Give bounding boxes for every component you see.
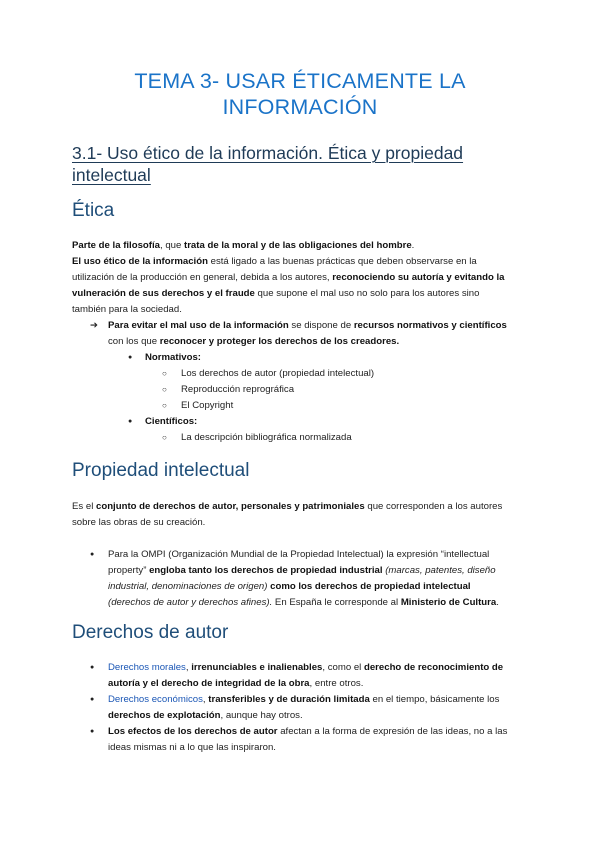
derechos-morales-line1: Derechos morales, irrenunciables e inalienables, como el derecho de reconocimiento de — [108, 662, 504, 673]
arrow-icon: ➔ — [90, 320, 99, 331]
bullet-icon: ● — [90, 551, 95, 558]
derechos-heading: Derechos de autor — [72, 622, 229, 643]
bullet-icon: ● — [90, 728, 95, 735]
cientificos-item: La descripción bibliográfica normalizada — [181, 432, 352, 443]
etica-definition: Parte de la filosofía, que trata de la moral y de las obligaciones del hombre. — [72, 240, 415, 251]
derechos-economicos-line2: derechos de explotación, aunque hay otros. — [108, 710, 303, 721]
bullet-icon: ● — [90, 696, 95, 703]
cientificos-label: Científicos: — [145, 416, 198, 427]
etica-paragraph-line4: también para la sociedad. — [72, 304, 182, 315]
circle-bullet-icon: ○ — [162, 385, 167, 394]
ompi-line1: Para la OMPI (Organización Mundial de la Propiedad Intelectual) la expresión “intellectual — [108, 549, 490, 560]
propiedad-heading: Propiedad intelectual — [72, 460, 250, 481]
circle-bullet-icon: ○ — [162, 433, 167, 442]
etica-paragraph-line2: utilización de la producción en general, debida a los autores, reconociendo su autoría y evitando la — [72, 272, 505, 283]
bullet-icon: ● — [128, 354, 133, 361]
normativos-label: Normativos: — [145, 352, 201, 363]
efectos-line2: ideas mismas ni a lo que las inspiraron. — [108, 742, 276, 753]
circle-bullet-icon: ○ — [162, 401, 167, 410]
etica-paragraph-line3: vulneración de sus derechos y el fraude que supone el mal uso no solo para los autores sino — [72, 288, 480, 299]
derechos-economicos-line1: Derechos económicos, transferibles y de duración limitada en el tiempo, básicamente los — [108, 694, 500, 705]
normativos-item: El Copyright — [181, 400, 234, 411]
bullet-icon: ● — [128, 418, 133, 425]
bullet-icon: ● — [90, 664, 95, 671]
ompi-line4: (derechos de autor y derechos afines). En España le corresponde al Ministerio de Cultura. — [108, 597, 499, 608]
propiedad-paragraph-line2: sobre las obras de su creación. — [72, 517, 206, 528]
propiedad-paragraph-line1: Es el conjunto de derechos de autor, personales y patrimoniales que corresponden a los autores — [72, 501, 503, 512]
ompi-line2: property” engloba tanto los derechos de propiedad industrial (marcas, patentes, diseño — [108, 565, 496, 576]
normativos-item: Reproducción reprográfica — [181, 384, 295, 395]
etica-heading: Ética — [72, 200, 115, 221]
ompi-line3: industrial, denominaciones de origen) como los derechos de propiedad intelectual — [108, 581, 471, 592]
derechos-morales-line2: autoría y el derecho de integridad de la obra, entre otros. — [108, 678, 364, 689]
circle-bullet-icon: ○ — [162, 369, 167, 378]
arrow-item-line1: Para evitar el mal uso de la información se dispone de recursos normativos y científicos — [108, 320, 507, 331]
normativos-item: Los derechos de autor (propiedad intelectual) — [181, 368, 375, 379]
etica-paragraph-line1: El uso ético de la información está ligado a las buenas prácticas que deben observarse en la — [72, 256, 477, 267]
section-heading: 3.1- Uso ético de la información. Ética y propiedad intelectual — [72, 143, 464, 185]
efectos-line1: Los efectos de los derechos de autor afectan a la forma de expresión de las ideas, no a las — [108, 726, 508, 737]
page-title: TEMA 3- USAR ÉTICAMENTE LA INFORMACIÓN — [134, 69, 466, 119]
arrow-item-line2: con los que reconocer y proteger los derechos de los creadores. — [108, 336, 400, 347]
